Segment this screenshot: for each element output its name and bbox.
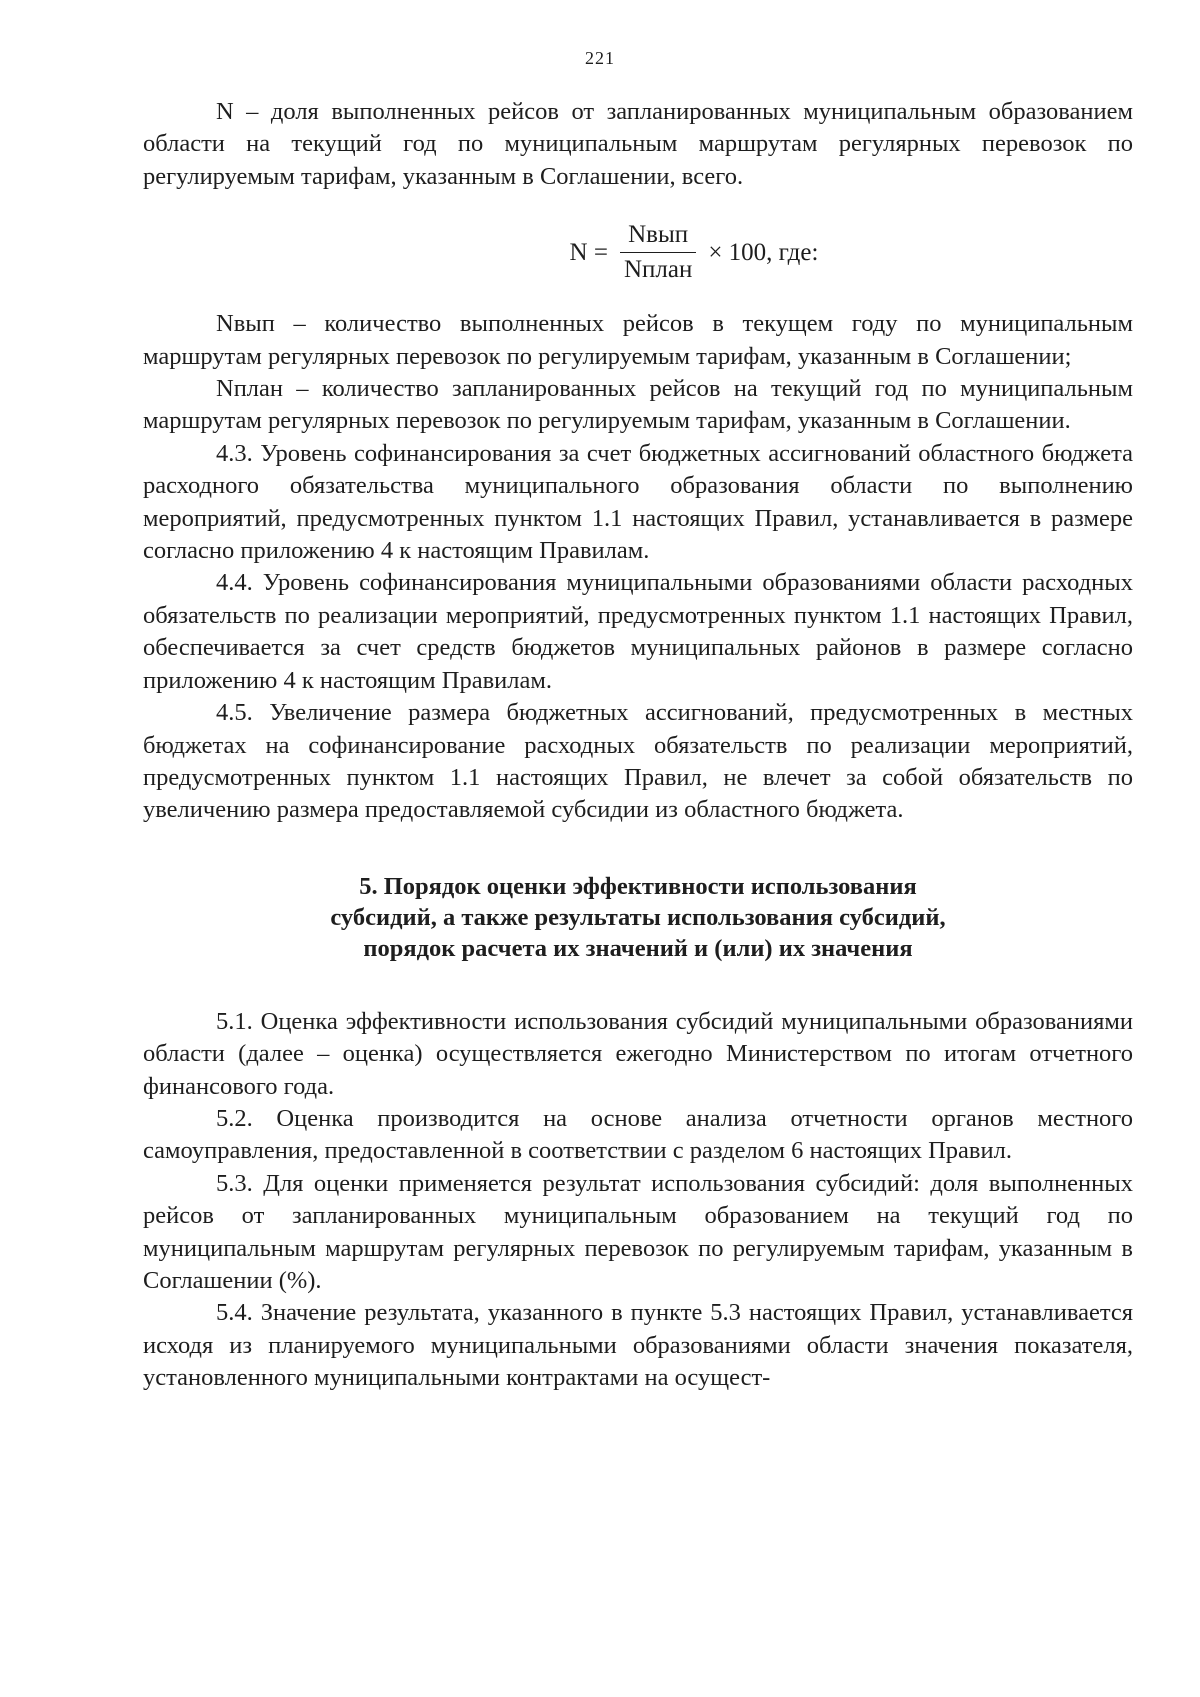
formula-rhs: × 100, где: <box>708 238 819 266</box>
definition-nplan: Nплан – количество запланированных рейсов на текущий год по муниципальным маршрутам регулярных перевозок по регулируемым тарифам, указанным в Соглашении. <box>143 375 1133 435</box>
section-title-line: порядок расчета их значений и (или) их значения <box>363 934 913 962</box>
formula-numerator: Nвып <box>628 221 689 249</box>
paragraph-4-3: 4.3. Уровень софинансирования за счет бюджетных ассигнований областного бюджета расходного обязательства муниципального образования области по выполнению мероприятий, предусмотренных пунктом 1.1 настоящих Правил, устанавливается в размере согласно приложению 4 к настоящим Правилам. <box>143 439 1133 565</box>
section-title-line: субсидий, а также результаты использования субсидий, <box>330 903 946 931</box>
section-title-line: 5. Порядок оценки эффективности использования <box>359 872 917 900</box>
formula-fraction <box>620 221 696 284</box>
paragraph-5-2: 5.2. Оценка производится на основе анализа отчетности органов местного самоуправления, предоставленной в соответствии с разделом 6 настоящих Правил. <box>143 1104 1133 1165</box>
formula-lhs: N = <box>569 238 608 266</box>
paragraph-5-4: 5.4. Значение результата, указанного в пункте 5.3 настоящих Правил, устанавливается исходя из планируемого муниципальными образованиями области значения показателя, установленного муниципальными контрактами на осущест- <box>143 1299 1133 1392</box>
paragraph-5-3: 5.3. Для оценки применяется результат использования субсидий: доля выполненных рейсов от запланированных муниципальным образованием на текущий год по муниципальным маршрутам регулярных перевозок по регулируемым тарифам, указанным в Соглашении (%). <box>143 1169 1133 1294</box>
paragraph-4-4: 4.4. Уровень софинансирования муниципальными образованиями области расходных обязательств по реализации мероприятий, предусмотренных пунктом 1.1 настоящих Правил, обеспечивается за счет средств бюджетов муниципальных районов в размере согласно приложению 4 к настоящим Правилам. <box>143 569 1133 694</box>
document-body <box>143 96 1133 1395</box>
formula-denominator: Nплан <box>623 256 693 284</box>
intro-paragraph: N – доля выполненных рейсов от запланированных муниципальным образованием области на текущий год по муниципальным маршрутам регулярных перевозок по регулируемым тарифам, указанным в Соглашении, всего. <box>143 98 1133 190</box>
page-number: 221 <box>585 48 615 68</box>
section-5-title <box>143 871 1133 964</box>
paragraph-5-1: 5.1. Оценка эффективности использования субсидий муниципальными образованиями области (далее – оценка) осуществляется ежегодно Министерством по итогам отчетного финансового года. <box>143 1007 1133 1100</box>
paragraph-4-5: 4.5. Увеличение размера бюджетных ассигнований, предусмотренных в местных бюджетах на софинансирование расходных обязательств по реализации мероприятий, предусмотренных пунктом 1.1 настоящих Правил, не влечет за собой обязательств по увеличению размера предоставляемой субсидии из областного бюджета. <box>143 699 1133 824</box>
formula <box>255 221 1133 284</box>
definition-nvyp: Nвып – количество выполненных рейсов в текущем году по муниципальным маршрутам регулярных перевозок по регулируемым тарифам, указанным в Соглашении; <box>143 310 1133 370</box>
